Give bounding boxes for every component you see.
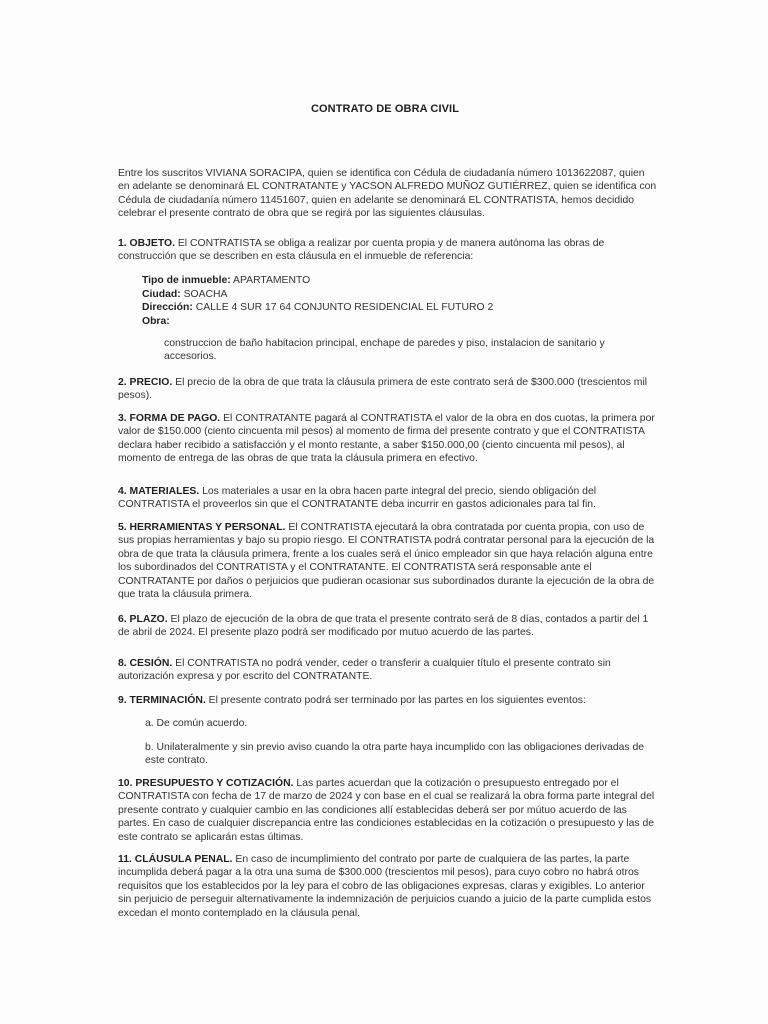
termination-item-b: b. Unilateralmente y sin previo aviso cuando la otra parte haya incumplido con las obligaciones derivadas de este contrato. [145,742,645,767]
clause-text: En caso de incumplimiento del contrato por parte de cualquiera de las partes, la parte incumplida deberá pagar a la otra una suma de $300.000 (trescientos mil pesos), para cuyo cobro no habrá otros requisitos que los establecidos por la ley para el cobro de las obligaciones expresas, claras y exigibles. Lo anterior sin perjuicio de perseguir alternativamente la indemnización de perjuicios cuando a juicio de la parte cumplida estos excedan el monto contemplado en la cláusula penal. [118,854,652,919]
property-city-row [142,288,642,302]
clause-heading: 11. CLÁUSULA PENAL. [118,854,233,865]
clause-cesion [118,657,658,684]
property-type-value: APARTAMENTO [233,275,311,286]
clause-text: El presente contrato podrá ser terminado por las partes en los siguientes eventos: [208,695,586,706]
clause-plazo [118,613,658,640]
property-details [142,274,642,328]
property-work-label: Obra: [142,315,170,327]
property-city-value: SOACHA [183,288,228,300]
clause-heading: 3. FORMA DE PAGO. [118,413,221,424]
clause-heading: 2. PRECIO. [118,377,173,388]
clause-heading: 9. TERMINACIÓN. [118,695,206,706]
clause-text: El precio de la obra de que trata la cláusula primera de este contrato será de $300.000 (trescientos mil pesos). [118,377,648,402]
clause-materiales [118,485,658,512]
property-address-row [142,301,642,315]
clause-precio [118,376,658,403]
property-work-description: construccion de baño habitacion principal, enchape de paredes y piso, instalacion de sanitario y accesorios. [164,338,605,363]
clause-presupuesto [118,777,658,844]
clause-heading: 4. MATERIALES. [118,486,200,497]
clause-text: El CONTRATISTA no podrá vender, ceder o transferir a cualquier título el presente contrato sin autorización expresa y por escrito del CONTRATANTE. [118,658,611,683]
clause-objeto [118,237,658,264]
clause-text: El plazo de ejecución de la obra de que trata el presente contrato será de 8 días, contados a partir del 1 de abril de 2024. El presente plazo podrá ser modificado por mutuo acuerdo de las partes. [118,614,649,639]
clause-text: Las partes acuerdan que la cotización o presupuesto entregado por el CONTRATISTA con fecha de 17 de marzo de 2024 y con base en el cual se realizará la obra forma parte integral del presente contrato y cualquier cambio en las condiciones allí establecidas deberá ser por mútuo acuerdo de las partes. En caso de cualquier discrepancia entre las condiciones establecidas en la cotización o presupuesto y las de este contrato se aplicarán estas últimas. [118,778,655,843]
clause-herramientas [118,521,658,601]
clause-heading: 5. HERRAMIENTAS Y PERSONAL. [118,522,286,533]
clause-forma-pago [118,412,658,466]
clause-heading: 6. PLAZO. [118,614,168,625]
clause-text: Los materiales a usar en la obra hacen parte integral del precio, siendo obligación del CONTRATISTA el proveerlos sin que el CONTRATANTE deba incurrir en gastos adicionales para tal fin. [118,486,597,511]
property-type-row [142,274,642,288]
document-title: CONTRATO DE OBRA CIVIL [310,103,460,115]
intro-paragraph: Entre los suscritos VIVIANA SORACIPA, quien se identifica con Cédula de ciudadanía número 1013622087, quien en adelante se denominará EL CONTRATANTE y YACSON ALFREDO MUÑOZ GUTIÉRREZ, quien se identifica con Cédula de ciudadanía número 11451607, quien en adelante se denominará EL CONTRATISTA, hemos decidido celebrar el presente contrato de obra que se regirá por las siguientes cláusulas. [118,168,657,220]
property-address-value: CALLE 4 SUR 17 64 CONJUNTO RESIDENCIAL EL FUTURO 2 [195,302,494,314]
clause-text: El CONTRATISTA ejecutará la obra contratada por cuenta propia, con uso de sus propias herramientas y bajo su propio riesgo. El CONTRATISTA podrá contratar personal para la ejecución de la obra de que trata la cláusula primera, frente a los cuales será el único empleador sin que haya relación alguna entre los subordinados del CONTRATISTA y el CONTRATANTE. El CONTRATISTA será responsable ante el CONTRATANTE por daños o perjuicios que pudieran ocasionar sus subordinados durante la ejecución de la obra de que trata la cláusula primera. [118,522,655,601]
clause-text: El CONTRATISTA se obliga a realizar por cuenta propia y de manera autónoma las obras de construcción que se describen en esta cláusula en el inmueble de referencia: [118,238,605,263]
clause-heading: 8. CESIÓN. [118,658,173,669]
clause-terminacion [118,694,658,707]
termination-item-a: a. De común acuerdo. [145,718,248,729]
property-address-label: Dirección: [142,302,193,314]
clause-heading: 10. PRESUPUESTO Y COTIZACIÓN. [118,778,294,789]
clause-penal [118,853,658,920]
property-city-label: Ciudad: [142,288,181,300]
property-type-label: Tipo de inmueble: [142,275,231,286]
clause-text: El CONTRATANTE pagará al CONTRATISTA el valor de la obra en dos cuotas, la primera por valor de $150.000 (ciento cincuenta mil pesos) al momento de firma del presente contrato y que el CONTRATISTA declara haber recibido a satisfacción y el monto restante, a saber $150.000,00 (ciento cincuenta mil pesos), al momento de entrega de las obras de que trata la cláusula primera en efectivo. [118,413,655,465]
property-work-row [142,315,642,329]
clause-heading: 1. OBJETO. [118,238,175,249]
